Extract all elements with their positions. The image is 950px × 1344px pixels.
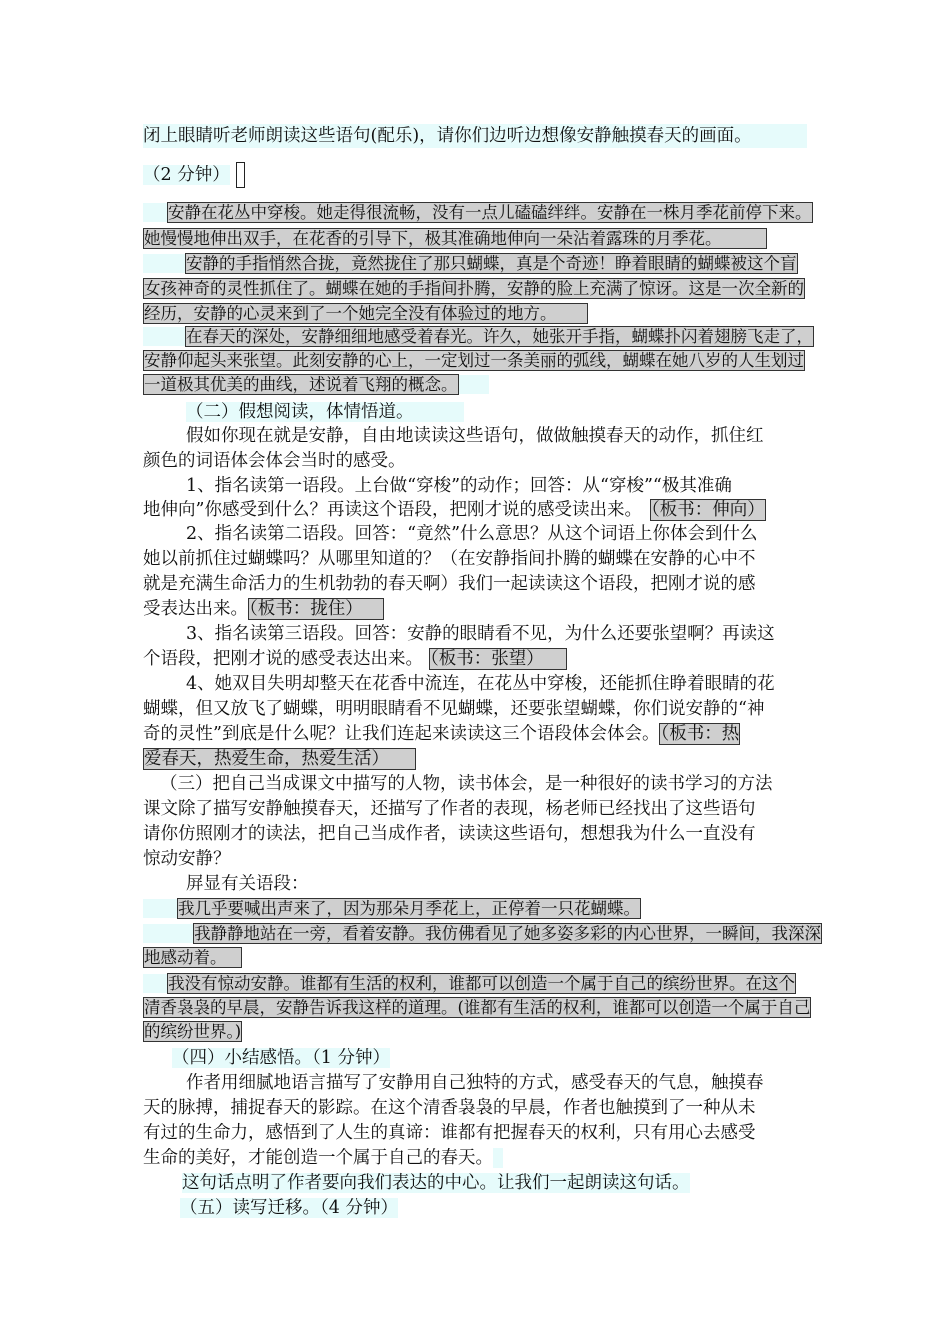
section-4-heading: （四）小结感悟。（1 分钟） <box>172 1048 390 1068</box>
quote-2-line-2: 地感动着。 <box>143 946 242 970</box>
quote-3-line-2: 清香袅袅的早晨，安静告诉我这样的道理。(谁都有生活的权利，谁都可以创造一个属于自己 <box>144 998 811 1017</box>
passage-3-line-3: 一道极其优美的曲线，述说着飞翔的概念。 <box>143 373 489 397</box>
passage-3-line-1: 在春天的深处，安静细细地感受着春光。许久，她张开手指，蝴蝶扑闪着翅膀飞走了， <box>143 325 814 349</box>
section-2-heading: （二）假想阅读，体情悟道。 <box>186 400 464 424</box>
passage-2-line-2: 女孩神奇的灵性抓住了。蝴蝶在她的手指间扑腾，安静的脸上充满了惊讶。这是一次全新的 <box>144 279 804 298</box>
passage-1-line-1: 安静在花丛中穿梭。她走得很流畅，没有一点儿磕磕绊绊。安静在一株月季花前停下来。 <box>143 201 813 225</box>
item-4-line-2: 蝴蝶，但又放飞了蝴蝶，明明眼睛看不见蝴蝶，还要张望蝴蝶，你们说安静的“神 <box>143 699 765 719</box>
item-4-line-4 <box>143 747 416 771</box>
item-1-line-1: 1、指名读第一语段。上台做“穿梭”的动作；回答：从“穿梭”“极其准确 <box>186 476 732 496</box>
section-3-line-1: （三）把自己当成课文中描写的人物，读书体会，是一种很好的读书学习的方法 <box>160 774 773 794</box>
board-note-3: （板书：张望） <box>429 648 567 670</box>
section-3-line-3: 请你仿照刚才的读法，把自己当成作者，读读这些语句，想想我为什么一直没有 <box>143 824 756 844</box>
intro-line: 闭上眼睛听老师朗读这些语句(配乐)，请你们边听边想像安静触摸春天的画面。 <box>143 124 807 148</box>
text-cursor-box <box>236 162 245 188</box>
section-3-line-4: 惊动安静？ <box>143 849 231 869</box>
screen-show-label: 屏显有关语段： <box>186 874 309 894</box>
quote-2-line-1: 我静静地站在一旁，看着安静。我仿佛看见了她多姿多彩的内心世界，一瞬间，我深深 <box>143 922 822 946</box>
item-4-line-3: 奇的灵性”到底是什么呢？让我们连起来读读这三个语段体会体会。（板书：热 <box>143 724 740 744</box>
section-2-para-line-1: 假如你现在就是安静，自由地读读这些语句，做做触摸春天的动作，抓住红 <box>186 426 764 446</box>
quote-3-line-1: 我没有惊动安静。谁都有生活的权利，谁都可以创造一个属于自己的缤纷世界。在这个 <box>143 972 796 996</box>
board-note-4b: 爱春天，热爱生命，热爱生活） <box>143 748 416 770</box>
passage-3-line-2: 安静仰起头来张望。此刻安静的心上，一定划过一条美丽的弧线，蝴蝶在她八岁的人生划过 <box>144 351 804 370</box>
passage-2-line-1: 安静的手指悄然合拢，竟然拢住了那只蝴蝶，真是个奇迹！睁着眼睛的蝴蝶被这个盲 <box>143 252 798 276</box>
quote-3-line-3: 的缤纷世界。) <box>144 1022 242 1041</box>
board-note-1: （板书：伸向） <box>650 500 765 520</box>
item-2-line-4: 受表达出来。（板书：拢住） <box>143 597 384 621</box>
section-4-para-line-1: 作者用细腻地语言描写了安静用自己独特的方式，感受春天的气息，触摸春 <box>186 1073 764 1093</box>
board-note-4a: （板书：热 <box>660 724 740 744</box>
item-2-line-2: 她以前抓住过蝴蝶吗？从哪里知道的？（在安静指间扑腾的蝴蝶在安静的心中不 <box>143 549 756 569</box>
item-1-line-2: 地伸向”你感受到什么？再读这个语段，把刚才说的感受读出来。 （板书：伸向） <box>143 500 765 520</box>
intro-duration-text: （2 分钟） <box>143 164 230 185</box>
section-4-para-line-4: 生命的美好，才能创造一个属于自己的春天。 <box>143 1146 503 1170</box>
passage-1-line-2: 她慢慢地伸出双手，在花香的引导下，极其准确地伸向一朵沾着露珠的月季花。 <box>143 227 767 251</box>
section-2-para-line-2: 颜色的词语体会体会当时的感受。 <box>143 451 406 471</box>
section-4-line-2: 这句话点明了作者要向我们表达的中心。让我们一起朗读这句话。 <box>182 1173 690 1193</box>
item-2-line-1: 2、指名读第二语段。回答：“竟然”什么意思？从这个词语上你体会到什么 <box>186 524 758 544</box>
section-4-para-line-2: 天的脉搏，捕捉春天的影踪。在这个清香袅袅的早晨，作者也触摸到了一种从未 <box>143 1098 756 1118</box>
section-4-para-line-3: 有过的生命力，感悟到了人生的真谛：谁都有把握春天的权利，只有用心去感受 <box>143 1123 756 1143</box>
item-2-line-3: 就是充满生命活力的生机勃勃的春天啊）我们一起读读这个语段，把刚才说的感 <box>143 574 756 594</box>
passage-2-line-3: 经历，安静的心灵来到了一个她完全没有体验过的地方。 <box>143 302 588 326</box>
item-3-line-2: 个语段，把刚才说的感受表达出来。 （板书：张望） <box>143 647 567 671</box>
section-5-heading: （五）读写迁移。（4 分钟） <box>180 1198 398 1218</box>
item-3-line-1: 3、指名读第三语段。回答：安静的眼睛看不见，为什么还要张望啊？再读这 <box>186 624 775 644</box>
section-3-line-2: 课文除了描写安静触摸春天，还描写了作者的表现，杨老师已经找出了这些语句 <box>143 799 756 819</box>
quote-1: 我几乎要喊出声来了，因为那朵月季花上，正停着一只花蝴蝶。 <box>143 897 641 921</box>
board-note-2: （板书：拢住） <box>248 598 384 620</box>
intro-duration <box>143 162 245 188</box>
item-4-line-1: 4、她双目失明却整天在花香中流连，在花丛中穿梭，还能抓住睁着眼睛的花 <box>186 674 775 694</box>
